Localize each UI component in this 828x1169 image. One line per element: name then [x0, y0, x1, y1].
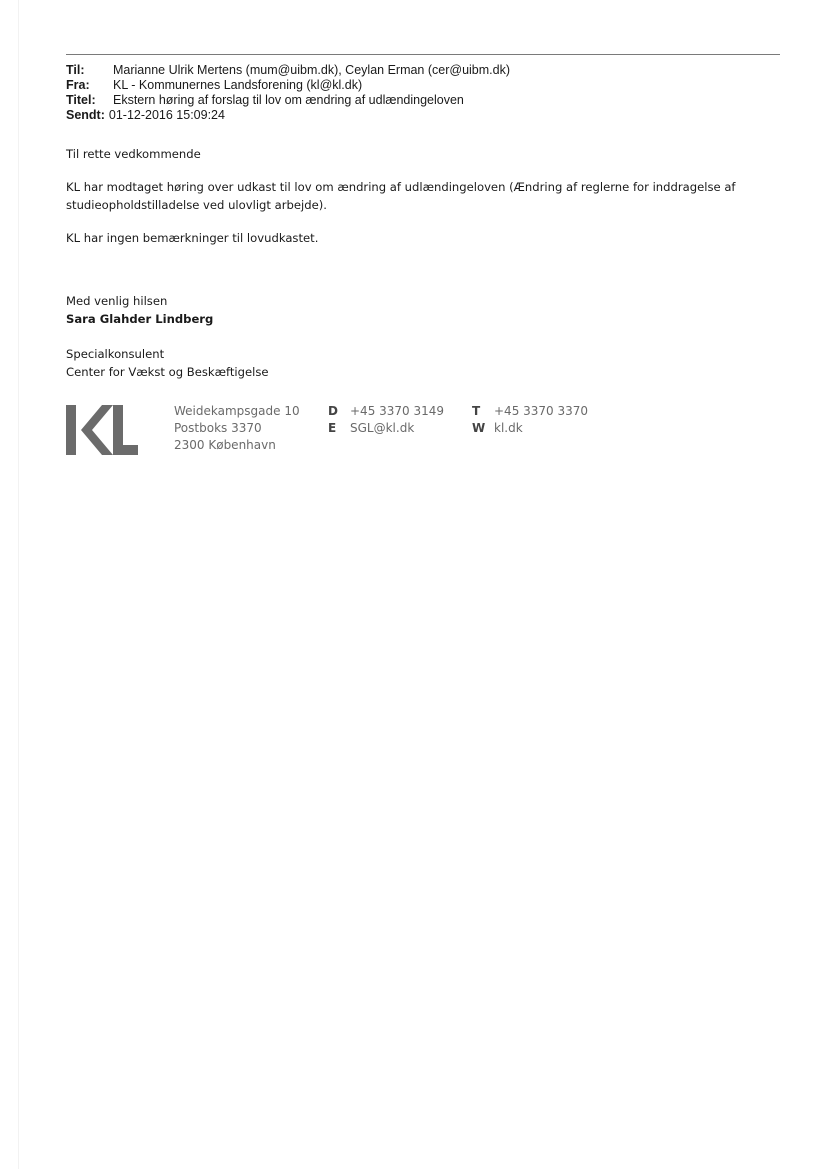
titel-value: Ekstern høring af forslag til lov om ændring af udlændingeloven: [113, 93, 464, 107]
direct-phone: +45 3370 3149: [350, 404, 445, 418]
til-value: Marianne Ulrik Mertens (mum@uibm.dk), Ceylan Erman (cer@uibm.dk): [113, 63, 511, 77]
address-line2: Postboks 3370: [174, 421, 262, 435]
email-body: [66, 145, 766, 381]
e-label: E: [328, 421, 337, 435]
sendt-value: 01-12-2016 15:09:24: [108, 108, 225, 122]
d-label: D: [328, 404, 338, 418]
main-paragraph-line2: studieopholdstilladelse ved ulovligt arbejde).: [66, 198, 327, 212]
sendt-label: Sendt:: [66, 108, 105, 122]
page-edge: [18, 0, 19, 1169]
header-row-til: [66, 63, 510, 78]
signer-name: Sara Glahder Lindberg: [66, 312, 214, 326]
header-row-titel: [66, 93, 510, 108]
main-contact-block: [472, 403, 588, 437]
main-paragraph-line1: KL har modtaget høring over udkast til lov om ændring af udlændingeloven (Ændring af reglerne for inddragelse af: [66, 180, 736, 194]
email-signature: [66, 403, 666, 463]
kl-logo-icon: [66, 405, 138, 455]
closing: Med venlig hilsen: [66, 294, 168, 308]
email-header: [66, 63, 510, 123]
fra-label: Fra:: [66, 78, 90, 92]
til-label: Til:: [66, 63, 85, 77]
header-row-sendt: [66, 108, 510, 123]
greeting: Til rette vedkommende: [66, 147, 201, 161]
direct-contact-block: [328, 403, 444, 437]
address-line1: Weidekampsgade 10: [174, 404, 300, 418]
main-phone: +45 3370 3370: [494, 404, 589, 418]
role-block: [66, 345, 766, 381]
no-remarks-paragraph: KL har ingen bemærkninger til lovudkastet.: [66, 231, 319, 245]
fra-value: KL - Kommunernes Landsforening (kl@kl.dk): [113, 78, 363, 92]
w-label: W: [472, 421, 486, 435]
address-line3: 2300 København: [174, 438, 276, 452]
titel-label: Titel:: [66, 93, 96, 107]
t-label: T: [472, 404, 481, 418]
website: kl.dk: [494, 421, 523, 435]
main-paragraph: [66, 178, 766, 214]
header-rule: [66, 54, 780, 55]
signer-department: Center for Vækst og Beskæftigelse: [66, 365, 269, 379]
email-address: SGL@kl.dk: [350, 421, 415, 435]
header-row-fra: [66, 78, 510, 93]
signer-title: Specialkonsulent: [66, 347, 165, 361]
address-block: [174, 403, 300, 454]
